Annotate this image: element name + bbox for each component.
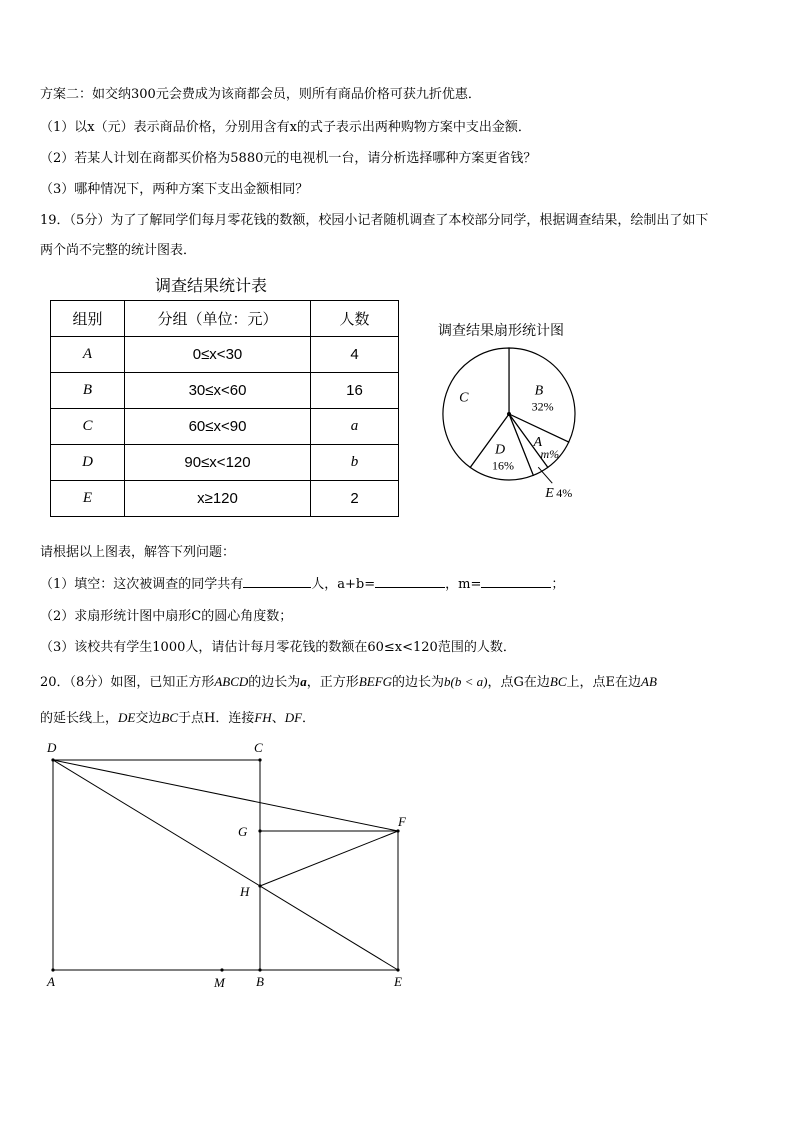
q20-text: 20．（8分）如图，已知正方形 — [40, 675, 215, 690]
q20-math: BC — [161, 710, 178, 725]
pie-value-e: 4% — [556, 486, 573, 501]
table-cell-range: 30≤x<60 — [125, 373, 311, 409]
square-befg — [260, 831, 398, 970]
label-b: B — [256, 974, 264, 989]
pie-label-e: E — [545, 486, 554, 502]
pie-value-a: m% — [540, 447, 560, 462]
table-cell-group: C — [51, 409, 125, 445]
q20-text: 、 — [271, 711, 285, 726]
pie-value-d: 16% — [492, 458, 515, 473]
point-f — [396, 829, 399, 832]
square-abcd — [53, 760, 260, 970]
q18-part1: （1）以x（元）表示商品价格，分别用含有x的式子表示出两种购物方案中支出金额． — [40, 120, 531, 135]
table-cell-count: 4 — [311, 337, 399, 373]
table-header-row — [51, 301, 399, 337]
pie-value-b: 32% — [531, 399, 554, 414]
q19-part1-text-a: （1）填空：这次被调查的同学共有 — [40, 577, 244, 592]
point-e — [396, 968, 399, 971]
point-c — [258, 758, 261, 761]
table-header-count: 人数 — [311, 301, 399, 337]
table-cell-range: 60≤x<90 — [125, 409, 311, 445]
pie-label-a: A — [533, 435, 543, 451]
table-cell-count: 2 — [311, 481, 399, 517]
q20-text: ，点G在边 — [487, 675, 550, 690]
q19-part1 — [40, 573, 564, 592]
table-cell-range: 90≤x<120 — [125, 445, 311, 481]
point-d — [51, 758, 54, 761]
q19-part1-text-b: 人，a+b= — [311, 577, 376, 592]
table-cell-group: E — [51, 481, 125, 517]
q19-part2: （2）求扇形统计图中扇形C的圆心角度数； — [40, 609, 293, 624]
point-a — [51, 968, 54, 971]
geometry-figure — [0, 730, 794, 1030]
pie-title: 调查结果扇形统计图 — [438, 322, 564, 338]
segment-de — [53, 760, 398, 970]
q20-text: 的延长线上， — [40, 711, 119, 726]
label-h: H — [240, 884, 250, 899]
q20-text: 上，点E在边 — [566, 675, 641, 690]
q20-math: FH — [254, 710, 272, 725]
table-cell-count: b — [311, 445, 399, 481]
q18-part2: （2）若某人计划在商都买价格为5880元的电视机一台，请分析选择哪种方案更省钱？ — [40, 151, 537, 166]
table-cell-group: A — [51, 337, 125, 373]
q19-intro-line2: 两个尚不完整的统计图表． — [40, 243, 197, 258]
table-title: 调查结果统计表 — [155, 278, 268, 295]
q20-math: a — [300, 674, 307, 689]
point-g — [258, 829, 261, 832]
q20-text: 的边长为 — [392, 675, 445, 690]
answer-blank-a-plus-b[interactable] — [375, 575, 445, 588]
table-cell-range: 0≤x<30 — [125, 337, 311, 373]
table-row — [51, 409, 399, 445]
point-b — [258, 968, 261, 971]
q19-prompt: 请根据以上图表，解答下列问题： — [40, 545, 236, 560]
q20-text: ． — [302, 711, 316, 726]
q20-text: 的边长为 — [248, 675, 301, 690]
q18-part3: （3）哪种情况下，两种方案下支出金额相同？ — [40, 182, 309, 197]
table-row — [51, 337, 399, 373]
stats-table — [50, 300, 399, 517]
pie-label-c: C — [459, 390, 469, 406]
table-header-group: 组别 — [51, 301, 125, 337]
q20-math: BC — [549, 674, 567, 689]
table-row — [51, 373, 399, 409]
point-m — [220, 968, 223, 971]
segment-df — [53, 760, 398, 831]
segment-fh — [260, 831, 398, 886]
label-a: A — [47, 974, 55, 989]
q20-line1 — [40, 671, 657, 690]
q20-text: 于点H．连接 — [178, 711, 255, 726]
table-row — [51, 481, 399, 517]
q20-math: DF — [284, 710, 303, 725]
q20-text: 交边 — [135, 711, 162, 726]
label-c: C — [254, 740, 263, 755]
label-e: E — [394, 974, 402, 989]
table-row — [51, 445, 399, 481]
pie-chart — [430, 315, 650, 515]
q20-math: ABCD — [214, 674, 249, 689]
pie-label-d: D — [495, 442, 506, 458]
answer-blank-total[interactable] — [243, 575, 311, 588]
pie-center-dot — [507, 412, 511, 416]
table-cell-count: a — [311, 409, 399, 445]
q20-math: b(b < a) — [444, 674, 488, 689]
plan2-text: 方案二：如交纳300元会费成为该商都会员，则所有商品价格可获九折优惠． — [40, 87, 481, 102]
table-cell-count: 16 — [311, 373, 399, 409]
table-header-range: 分组（单位：元） — [125, 301, 311, 337]
q19-part1-text-d: ； — [551, 577, 565, 592]
q20-line2 — [40, 707, 315, 726]
label-d: D — [47, 740, 57, 755]
q20-math: AB — [641, 674, 657, 689]
pie-label-b: B — [534, 383, 544, 399]
q20-text: ，正方形 — [306, 675, 359, 690]
table-cell-group: B — [51, 373, 125, 409]
answer-blank-m[interactable] — [481, 575, 551, 588]
q20-math: DE — [118, 710, 136, 725]
q19-intro-line1: 19．（5分）为了了解同学们每月零花钱的数额，校园小记者随机调查了本校部分同学，根据调查结果，绘制出了如下 — [40, 213, 709, 228]
label-g: G — [238, 824, 248, 839]
label-f: F — [398, 814, 406, 829]
q19-part1-text-c: ，m= — [445, 577, 482, 592]
q19-part3: （3）该校共有学生1000人，请估计每月零花钱的数额在60≤x<120范围的人数． — [40, 640, 516, 655]
label-m: M — [214, 975, 225, 990]
point-h — [258, 884, 261, 887]
table-cell-group: D — [51, 445, 125, 481]
q20-math: BEFG — [358, 674, 393, 689]
table-cell-range: x≥120 — [125, 481, 311, 517]
